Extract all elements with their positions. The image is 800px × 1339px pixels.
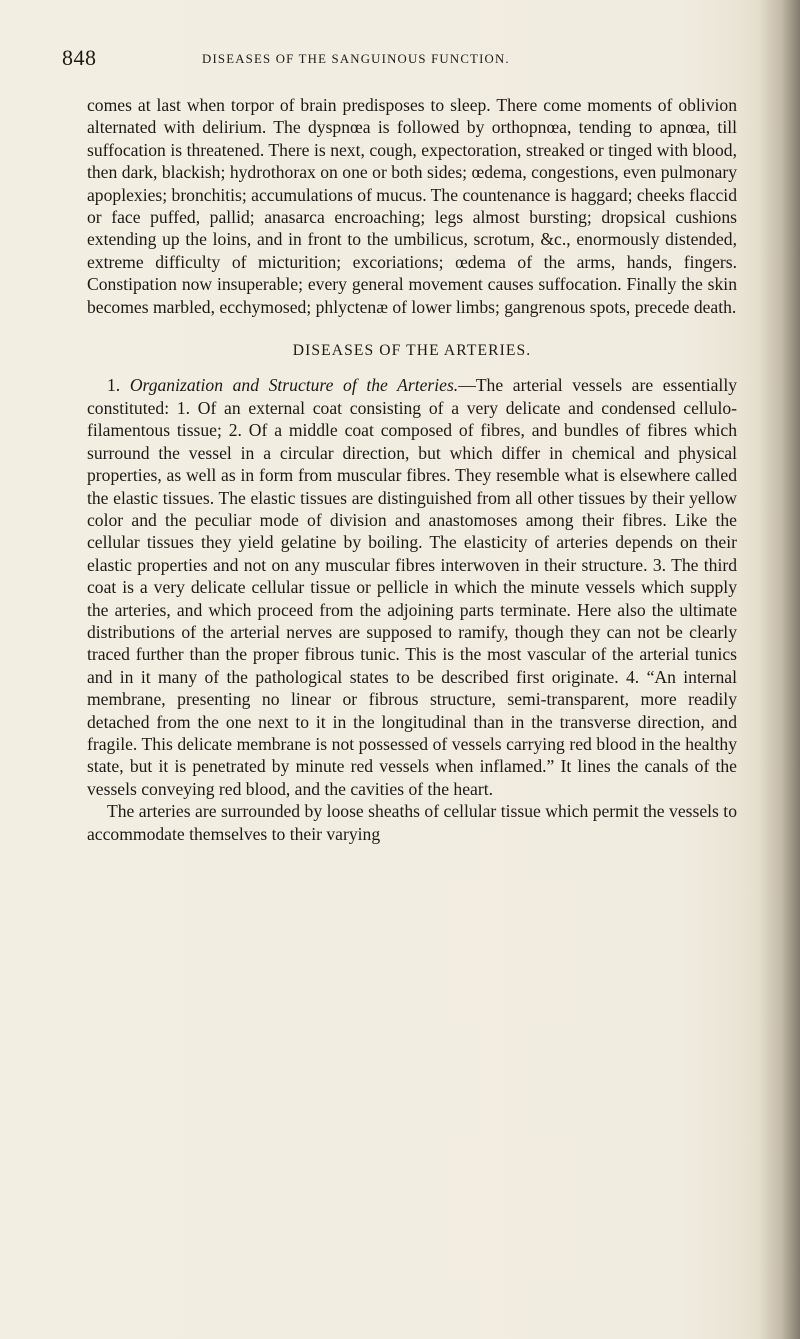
running-title: DISEASES OF THE SANGUINOUS FUNCTION. [202, 52, 510, 66]
page-number: 848 [62, 45, 97, 70]
paragraph-continuation: comes at last when torpor of brain predisposes to sleep. There come moments of oblivion alternated with delirium. The dyspnœa is followed by orthopnœa, tending to apnœa, till suffocation is threatened. There is next, cough, expectoration, streaked or tinged with blood, then dark, blackish; hydrothorax on one or both sides; œdema, congestions, even pulmonary apoplexies; bronchitis; accumulations of mucus. The countenance is haggard; cheeks flaccid or face puffed, pallid; anasarca encroaching; legs almost bursting; dropsical cushions extending up the loins, and in front to the umbilicus, scrotum, &c., enormously distended, extreme difficulty of micturition; excoriations; œdema of the arms, hands, fingers. Constipation now insuperable; every general movement causes suffocation. Finally the skin becomes marbled, ecchymosed; phlyctenæ of lower limbs; gangrenous spots, precede death. [87, 95, 737, 317]
page-edge-shadow [758, 0, 800, 1339]
paragraph-organization [87, 374, 737, 800]
paragraph-number: 1. [107, 375, 121, 396]
body-text [87, 94, 737, 845]
subheading: Organization and Structure of the Arteries. [129, 375, 459, 396]
section-heading: DISEASES OF THE ARTERIES. [292, 342, 532, 360]
page-header [62, 45, 722, 75]
paragraph-sheaths: The arteries are surrounded by loose sheaths of cellular tissue which permit the vessels to accommodate themselves to their varying [87, 801, 737, 844]
paragraph-organization-text: —The arterial vessels are essentially constituted: 1. Of an external coat consisting of a very delicate and condensed cellulo-filamentous tissue; 2. Of a middle coat composed of fibres, and bundles of fibres which surround the vessel in a circular direction, but which differ in chemical and physical properties, as well as in form from muscular fibres. They resemble what is elsewhere called the elastic tissues. The elastic tissues are distinguished from all other tissues by their yellow color and the peculiar mode of division and anastomoses among their fibres. Like the cellular tissues they yield gelatine by boiling. The elasticity of arteries depends on their elastic properties and not on any muscular fibres interwoven in their structure. 3. The third coat is a very delicate cellular tissue or pellicle in which the minute vessels which supply the arteries, and which proceed from the adjoining parts terminate. Here also the ultimate distributions of the arterial nerves are supposed to ramify, though they can not be clearly traced further than the proper fibrous tunic. This is the most vascular of the arterial tunics and in it many of the pathological states to be described first originate. 4. “An internal membrane, presenting no linear or fibrous structure, semi-transparent, more readily detached from the one next to it in the longitudinal than in the transverse direction, and fragile. This delicate membrane is not possessed of vessels carrying red blood in the healthy state, but it is penetrated by minute red vessels when inflamed.” It lines the canals of the vessels conveying red blood, and the cavities of the heart. [87, 375, 737, 799]
